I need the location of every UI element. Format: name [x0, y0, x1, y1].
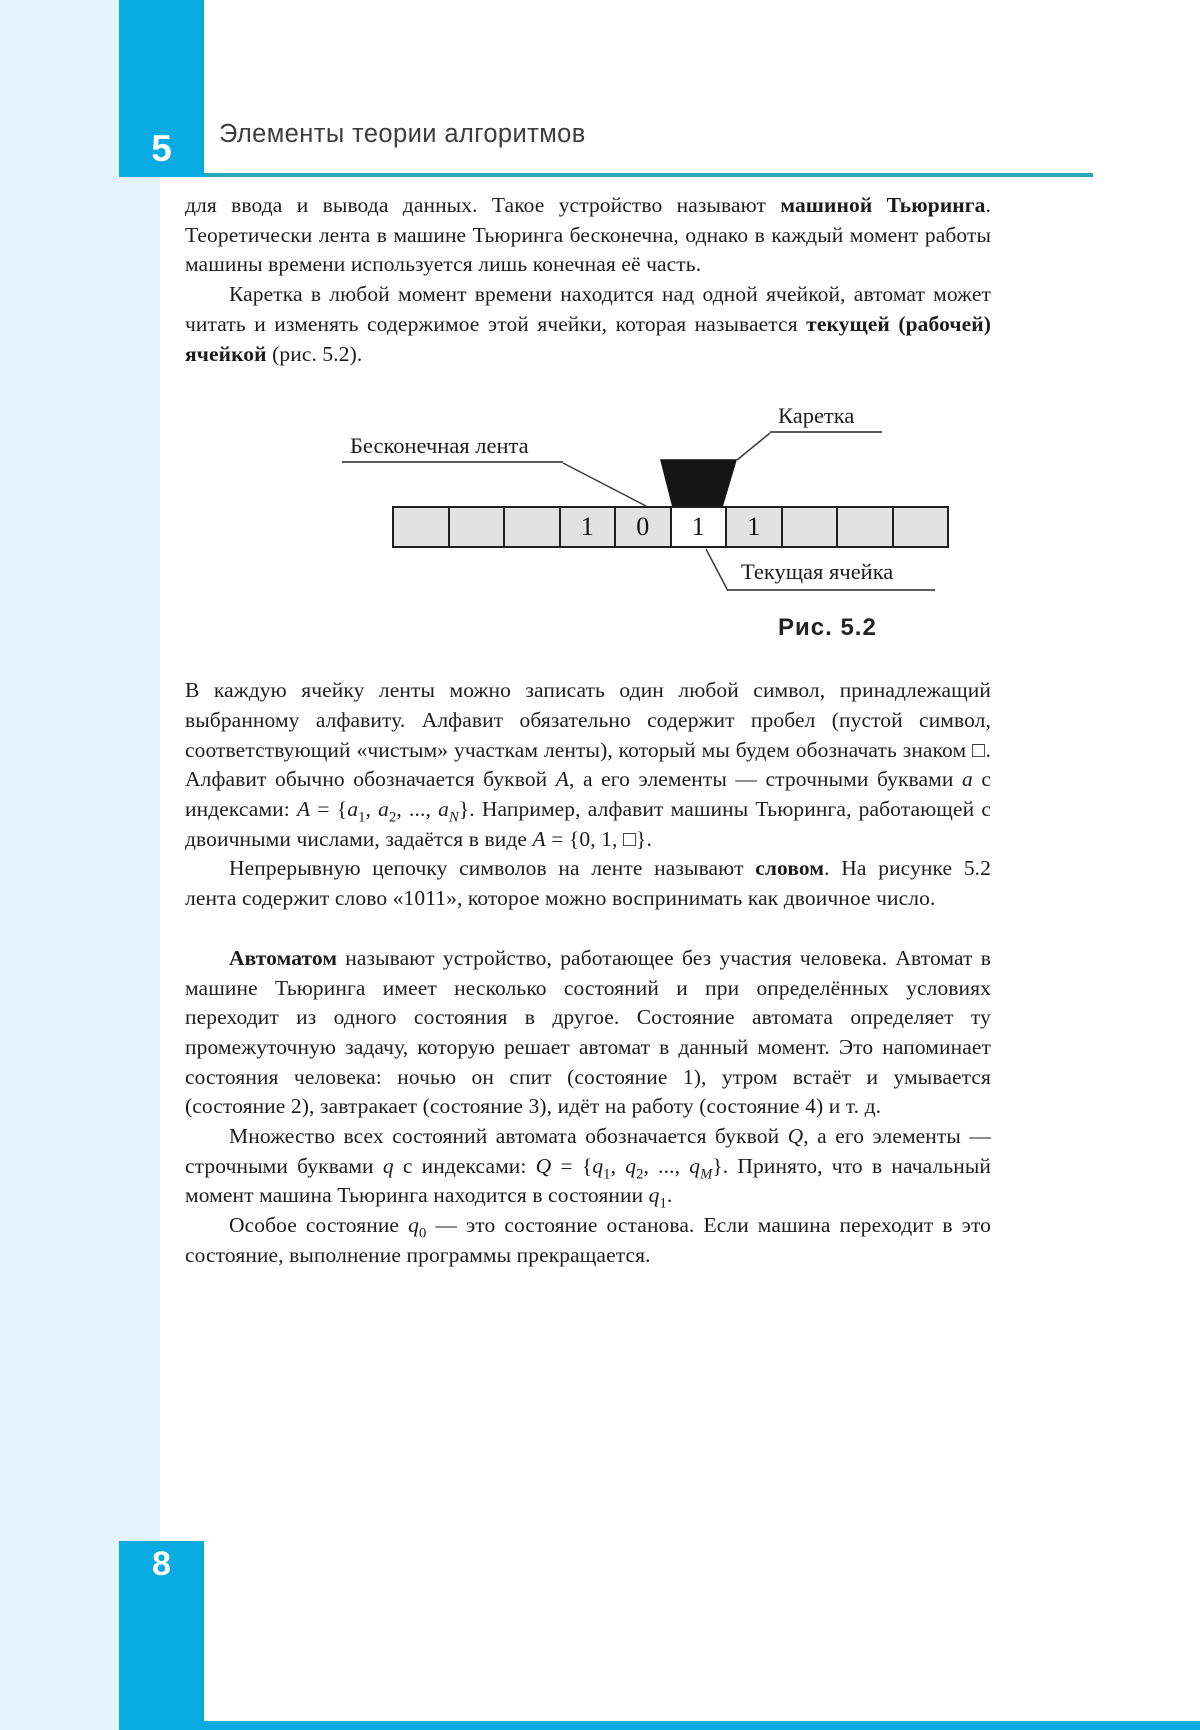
tape-cell: 1 [561, 508, 617, 546]
tape-cell [394, 508, 450, 546]
header-rule [204, 173, 1093, 177]
paragraphs-after-figure [185, 676, 991, 1270]
paragraph: Особое состояние $q_0$ — это состояние останова. Если машина переходит в это состояние, выполнение программы прекращается. [185, 1213, 992, 1267]
figure-5-2 [185, 369, 995, 661]
tape-cell [894, 508, 948, 546]
paragraph: В каждую ячейку ленты можно записать один любой символ, принадлежащий выбранному алфавиту. Алфавит обязательно содержит пробел (пустой символ, соответствующий «чистым» участкам ленты), который мы будем обозначать знаком □. Алфавит обычно обозначается буквой A, а его элементы — строчными буквами a с индексами: $A = \{a_1$, $a_2$, ..., $a_N$}. Например, алфавит машины Тьюринга, работающей с двоичными числами, задаётся в виде A = {0, 1, □}. [185, 678, 992, 851]
text-column [185, 191, 991, 1271]
left-margin-strip [0, 0, 119, 1730]
paragraph: Непрерывную цепочку символов на ленте называют словом. На рисунке 5.2 лента содержит слово «1011», которое можно воспринимать как двоичное число. [185, 856, 991, 911]
paragraph: Каретка в любой момент времени находится над одной ячейкой, автомат может читать и изменять содержимое этой ячейки, которая называется текущей (рабочей) ячейкой (рис. 5.2). [185, 282, 992, 366]
figure-caption: Рис. 5.2 [778, 614, 877, 642]
chapter-number: 5 [151, 128, 172, 169]
paragraph: для ввода и вывода данных. Такое устройство называют машиной Тьюринга. Теоретически лента в машине Тьюринга бесконечна, однако в каждый момент работы машины времени используется лишь конечная её часть. [185, 193, 991, 277]
tape-cell-current: 1 [672, 508, 728, 546]
tape-cell [838, 508, 894, 546]
tape-cell: 0 [616, 508, 672, 546]
paragraph: Автоматом называют устройство, работающее без участия человека. Автомат в машине Тьюринга имеет несколько состояний и при определённых условиях переходит из одного состояния в другое. Состояние автомата определяет ту промежуточную задачу, которую решает автомат в данный момент. Это напоминает состояния человека: ночью он спит (состояние 1), утром встаёт и умывается (состояние 2), завтракает (состояние 3), идёт на работу (состояние 4) и т. д. [185, 945, 991, 1119]
left-margin-strip-inner [119, 177, 160, 1730]
tape-cell [450, 508, 506, 546]
paragraphs-before-figure [185, 191, 991, 369]
tape-cell: 1 [727, 508, 783, 546]
tape-cell [505, 508, 561, 546]
current-cell-label-underline [728, 589, 935, 591]
carriage-label: Каретка [778, 403, 855, 429]
tape-label: Бесконечная лента [350, 433, 529, 459]
tape-cell [783, 508, 839, 546]
paragraph: Множество всех состояний автомата обозначается буквой Q, а его элементы — строчными буквами q с индексами: $Q = \{q_1$, $q_2$, ..., $q_M$}. Принято, что в начальный момент машина Тьюринга находится в состоянии $q_1$. [185, 1124, 992, 1212]
carriage-label-underline [770, 431, 882, 433]
page-number: 8 [152, 1545, 171, 1583]
bottom-bar [119, 1721, 1200, 1730]
chapter-number-box [119, 0, 204, 177]
chapter-title: Элементы теории алгоритмов [219, 120, 586, 148]
current-cell-label: Текущая ячейка [741, 559, 894, 585]
tape-label-underline [342, 461, 563, 463]
page-number-box [119, 1541, 204, 1730]
tape [392, 506, 949, 548]
